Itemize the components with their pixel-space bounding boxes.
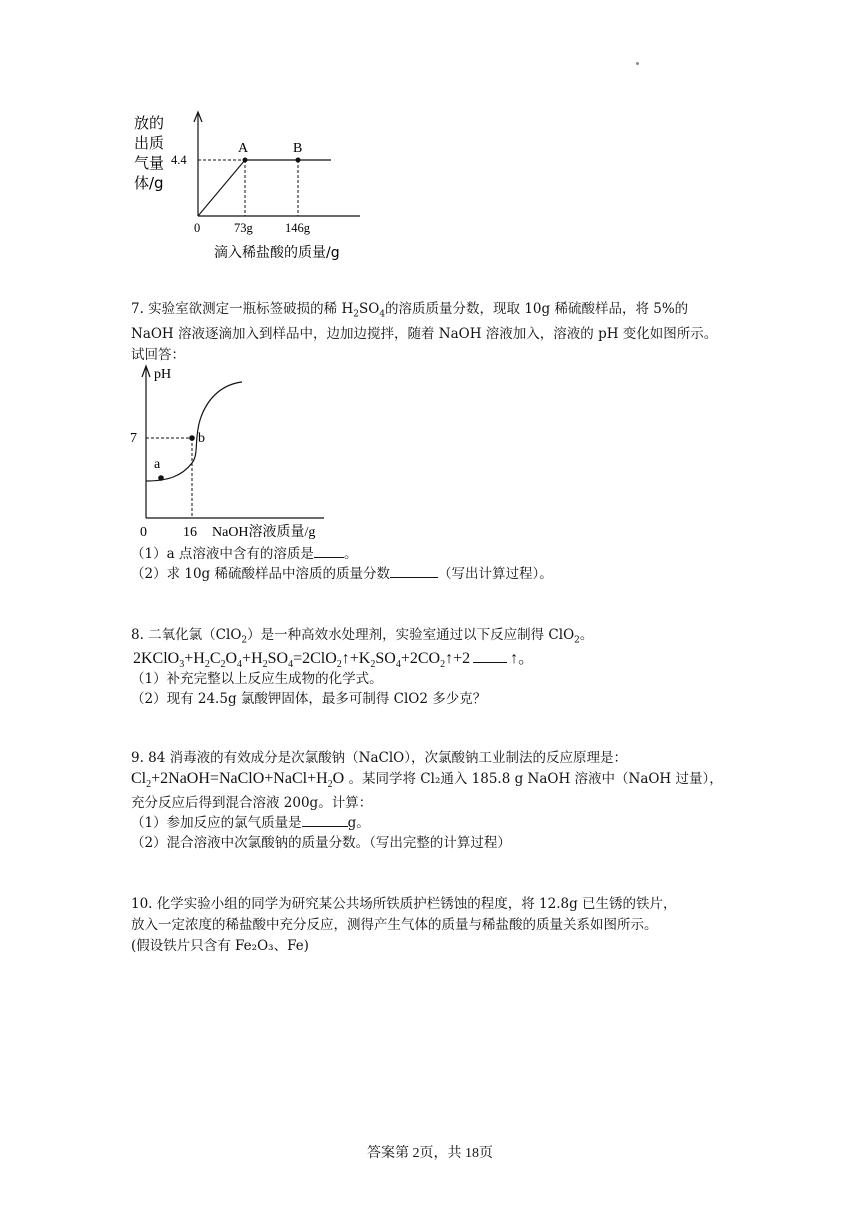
page-footer: 答案第 2页，共 18页 — [367, 1146, 493, 1161]
q8-line-1: 8. 二氧化氯（ClO$_2$）是一种高效水处理剂，实验室通过以下反应制得 ClO$_2$。 — [131, 627, 594, 646]
page-mark — [636, 62, 639, 65]
q10-line-2: 放入一定浓度的稀盐酸中充分反应，测得产生气体的质量与稀盐酸的质量关系如图所示。 — [131, 917, 658, 933]
chart2-point-b — [189, 435, 195, 441]
chart1-point-b — [296, 158, 301, 163]
chart1-x-tick-2: 146g — [285, 221, 310, 235]
chart1-point-a — [243, 158, 248, 163]
q7-answer-blank-2[interactable] — [390, 565, 438, 578]
chart1-ylabel-line-3: 气量 — [134, 154, 165, 172]
q7-sub-1: （1）a 点溶液中含有的溶质是 。 — [131, 546, 358, 562]
chart2-label-a: a — [154, 457, 161, 472]
chart2-origin: 0 — [140, 525, 147, 540]
q9-line-3: 充分反应后得到混合溶液 200g。计算： — [131, 795, 373, 811]
q9-sub-1: （1）参加反应的氯气质量是 g。 — [131, 815, 370, 831]
chart2-label-b: b — [198, 431, 205, 446]
q7-line-3: 试回答： — [131, 347, 185, 363]
q9-line-1: 9. 84 消毒液的有效成分是次氯酸钠（NaClO），次氯酸钠工业制法的反应原理是： — [131, 750, 627, 766]
chart2-y-tick: 7 — [130, 431, 137, 446]
chart2-x-tick: 16 — [183, 525, 197, 540]
q10-line-3: (假设铁片只含有 Fe₂O₃、Fe) — [131, 938, 309, 954]
chart1-y-tick: 4.4 — [171, 153, 187, 167]
q9-sub-2: （2）混合溶液中次氯酸钠的质量分数。（写出完整的计算过程） — [131, 835, 511, 851]
q7-answer-blank-1[interactable] — [314, 545, 344, 558]
chart1-origin: 0 — [194, 221, 201, 235]
ph-chart — [128, 360, 348, 542]
q7-sub-2: （2）求 10g 稀硫酸样品中溶质的质量分数 （写出计算过程）。 — [131, 566, 553, 582]
chart1-x-tick-1: 73g — [234, 221, 253, 235]
q10-line-1: 10. 化学实验小组的同学为研究某公共场所铁质护栏锈蚀的程度，将 12.8g 已生锈的铁片， — [131, 896, 677, 912]
chart2-ylabel: pH — [154, 367, 172, 382]
chart2-point-a — [158, 475, 164, 481]
chart1-xlabel: 滴入稀盐酸的质量/g — [214, 245, 340, 261]
q9-equation: $Cl_2+2NaOH=NaClO+NaCl+H_2O$ — [131, 770, 345, 791]
chart1-ylabel-line-2: 出质 — [134, 134, 165, 152]
gas-mass-chart — [128, 108, 368, 263]
chart1-rising-line — [198, 160, 245, 216]
q8-equation-blank[interactable] — [473, 650, 507, 663]
q8-sub-2: （2）现有 24.5g 氯酸钾固体，最多可制得 ClO2 多少克？ — [131, 691, 487, 707]
q7-line-1: 7. 实验室欲测定一瓶标签破损的稀 $H_2SO_4$的溶质质量分数，现取 10g 稀硫酸样品，将 5%的 — [131, 301, 689, 320]
q8-equation: $2KClO_3+H_2C_2O_4+H_2SO_4=2ClO_2↑+K_2SO_4+2CO_2↑+2$ ↑。 — [133, 650, 535, 671]
chart2-xlabel: NaOH溶液质量/g — [212, 525, 316, 540]
chart1-label-a: A — [238, 141, 249, 156]
chart1-label-b: B — [293, 141, 303, 156]
q7-line-2: NaOH 溶液逐滴加入到样品中，边加边搅拌，随着 NaOH 溶液加入，溶液的 pH 变化如图所示。 — [131, 326, 718, 342]
chart1-ylabel-line-1: 放的 — [134, 114, 165, 132]
q9-answer-blank[interactable] — [302, 814, 348, 827]
chart2-ph-curve — [146, 382, 242, 481]
q9-line-2: $Cl_2+2NaOH=NaClO+NaCl+H_2O$ 。某同学将 Cl₂通入 185.8 g NaOH 溶液中（NaOH 过量）， — [131, 770, 723, 791]
chart1-ylabel-line-4: 体/g — [134, 174, 164, 192]
q8-sub-1: （1）补充完整以上反应生成物的化学式。 — [131, 671, 383, 687]
